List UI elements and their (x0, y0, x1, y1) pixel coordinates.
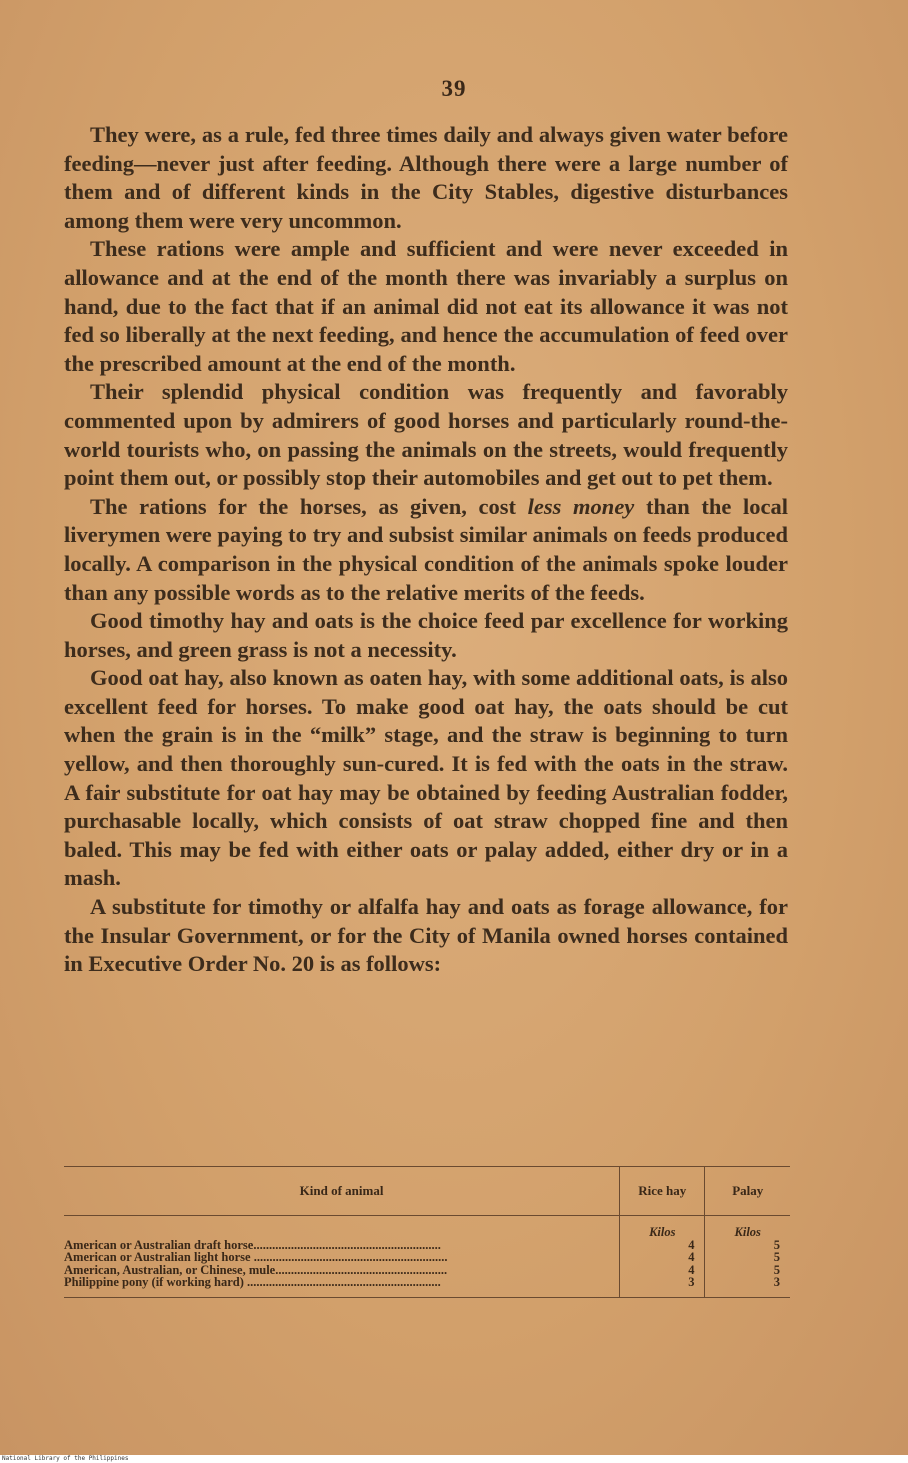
table-row (64, 1264, 790, 1277)
rice-hay-value: 4 (620, 1239, 705, 1252)
forage-table (64, 1166, 790, 1298)
animal-kind: American, Australian, or Chinese, mule....................................................... (64, 1263, 448, 1276)
table-header-row (64, 1167, 790, 1216)
palay-value: 3 (705, 1276, 790, 1297)
page-number: 39 (441, 76, 467, 101)
paragraph-7: A substitute for timothy or alfalfa hay and oats as forage allowance, for the Insular Government, or for the City of Manila owned horses contained in Executive Order No. 20 is as follows: (64, 894, 788, 977)
animal-kind: Philippine pony (if working hard) .............................................................. (64, 1276, 620, 1297)
paragraph-3: Their splendid physical condition was frequently and favorably commented upon by admirers of good horses and particularly round-the-world tourists who, on passing the animals on the streets, would frequently point them out, or possibly stop their automobiles and get out to pet them. (64, 379, 788, 491)
animal-kind: American or Australian light horse .............................................................. (64, 1251, 448, 1264)
rice-hay-value: 4 (620, 1264, 705, 1277)
animal-kind: American or Australian draft horse............................................................ (64, 1238, 441, 1251)
unit-palay: Kilos (705, 1216, 790, 1239)
palay-value: 5 (705, 1264, 790, 1277)
units-row (64, 1216, 790, 1239)
table-row (64, 1251, 790, 1264)
emphasis-text: less money (527, 493, 635, 519)
header-palay: Palay (705, 1167, 790, 1216)
rice-hay-value: 4 (620, 1251, 705, 1264)
body-text (64, 121, 788, 979)
header-rice-hay: Rice hay (620, 1167, 705, 1216)
palay-value: 5 (705, 1239, 790, 1252)
unit-rice-hay: Kilos (620, 1216, 705, 1239)
palay-value: 5 (705, 1251, 790, 1264)
library-footer: National Library of the Philippines (0, 1455, 908, 1463)
paragraph-4: The rations for the horses, as given, cost less money than the local liverymen were paying to try and subsist similar animals on feeds produced locally. A comparison in the physical condition of the animals spoke louder than any possible words as to the relative merits of the feeds. (64, 493, 788, 605)
paragraph-2: These rations were ample and sufficient and were never exceeded in allowance and at the end of the month there was invariably a surplus on hand, due to the fact that if an animal did not eat its allowance it was not fed so liberally at the next feeding, and hence the accumulation of feed over the prescribed amount at the end of the month. (64, 236, 788, 376)
paragraph-1: They were, as a rule, fed three times daily and always given water before feeding—never just after feeding. Although there were a large number of them and of different kinds in the City Stables, digestive disturbances among them were very uncommon. (64, 122, 788, 233)
table-row (64, 1239, 790, 1252)
paragraph-5: Good timothy hay and oats is the choice feed par excellence for working horses, and green grass is not a necessity. (64, 608, 788, 662)
rice-hay-value: 3 (620, 1276, 705, 1297)
paragraph-6: Good oat hay, also known as oaten hay, with some additional oats, is also excellent feed for horses. To make good oat hay, the oats should be cut when the grain is in the “milk” stage, and the straw is beginning to turn yellow, and then thoroughly sun-cured. It is fed with the oats in the straw. A fair substitute for oat hay may be obtained by feeding Australian fodder, purchasable locally, which consists of oat straw chopped fine and then baled. This may be fed with either oats or palay added, either dry or in a mash. (64, 665, 788, 891)
table-row (64, 1276, 790, 1297)
header-kind: Kind of animal (64, 1167, 620, 1216)
